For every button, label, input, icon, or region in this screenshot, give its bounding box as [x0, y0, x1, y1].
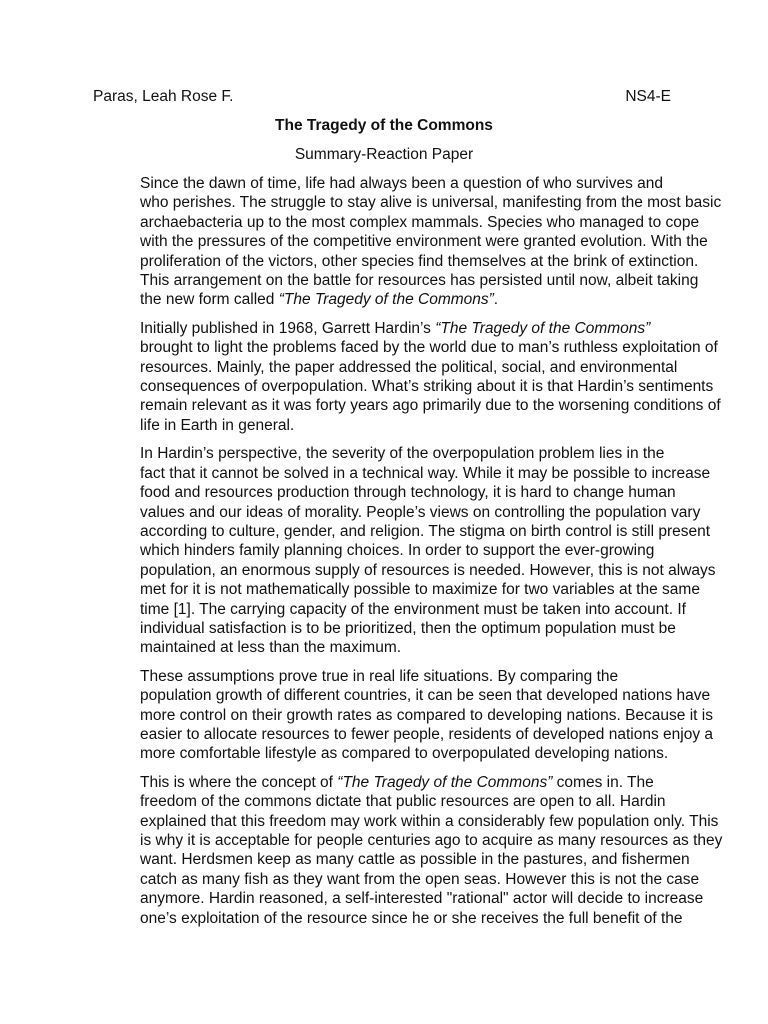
italic-title-reference: “The Tragedy of the Commons” [435, 319, 651, 337]
text-line: which hinders family planning choices. In order to support the ever-growing [140, 542, 655, 560]
text-line: according to culture, gender, and religion. The stigma on birth control is still present [140, 522, 711, 540]
author-name: Paras, Leah Rose F. [93, 88, 234, 105]
text-line: one’s exploitation of the resource since he or she receives the full benefit of the [140, 909, 683, 927]
text-line: This arrangement on the battle for resources has persisted until now, albeit taking [140, 272, 699, 290]
paragraph-1 [93, 174, 722, 310]
document-body [93, 174, 723, 937]
paragraph-5 [93, 773, 723, 928]
text-line: fact that it cannot be solved in a technical way. While it may be possible to increase [140, 464, 711, 482]
text-line [93, 773, 675, 792]
text-line: population growth of different countries, it can be seen that developed nations have [140, 687, 711, 705]
text-line: easier to allocate resources to fewer people, residents of developed nations enjoy a [140, 725, 713, 743]
text-line: life in Earth in general. [140, 416, 295, 434]
document-header [93, 87, 671, 107]
text-line: resources. Mainly, the paper addressed the political, social, and environmental [140, 358, 678, 376]
text-span: This is where the concept of [140, 773, 338, 791]
text-line: more control on their growth rates as compared to developing nations. Because it is [140, 706, 713, 724]
paragraph-2 [93, 319, 721, 435]
text-line: population, an enormous supply of resources is needed. However, this is not always [140, 561, 716, 579]
text-line: anymore. Hardin reasoned, a self-interested "rational" actor will decide to increase [140, 890, 704, 908]
text-line [93, 319, 675, 338]
text-line: more comfortable lifestyle as compared to overpopulated developing nations. [140, 745, 669, 763]
text-line: maintained at less than the maximum. [140, 639, 402, 657]
text-line: Since the dawn of time, life had always been a question of who survives and [140, 175, 664, 192]
paragraph-3 [93, 444, 716, 657]
text-span: the new form called [140, 291, 279, 309]
text-line: food and resources production through technology, it is hard to change human [140, 484, 676, 502]
text-line [93, 290, 675, 309]
text-line: consequences of overpopulation. What’s striking about it is that Hardin’s sentiments [140, 378, 714, 396]
text-line: brought to light the problems faced by the world due to man’s ruthless exploitation of [140, 339, 718, 357]
text-line: with the pressures of the competitive environment were granted evolution. With the [140, 233, 708, 251]
text-line: values and our ideas of morality. People’s views on controlling the population vary [140, 503, 701, 521]
italic-title-reference: “The Tragedy of the Commons” [278, 291, 494, 309]
text-line: proliferation of the victors, other species find themselves at the brink of extinction. [140, 252, 699, 270]
italic-title-reference: “The Tragedy of the Commons” [337, 773, 553, 791]
text-span: comes in. The [552, 773, 654, 791]
text-line: freedom of the commons dictate that public resources are open to all. Hardin [140, 793, 666, 811]
document-title: The Tragedy of the Commons [275, 117, 493, 134]
text-line: who perishes. The struggle to stay alive is universal, manifesting from the most basic [140, 194, 722, 212]
text-line: These assumptions prove true in real life situations. By comparing the [140, 667, 619, 685]
class-section: NS4-E [625, 88, 671, 105]
text-line: met for it is not mathematically possible to maximize for two variables at the same [140, 581, 700, 599]
text-line: want. Herdsmen keep as many cattle as possible in the pastures, and fishermen [140, 851, 690, 869]
text-line: explained that this freedom may work within a considerably few population only. This [140, 812, 719, 830]
text-line: time [1]. The carrying capacity of the environment must be taken into account. If [140, 600, 686, 618]
text-line: individual satisfaction is to be prioritized, then the optimum population must be [140, 619, 676, 637]
text-line: In Hardin’s perspective, the severity of the overpopulation problem lies in the [140, 445, 665, 463]
text-span: . [493, 291, 499, 309]
text-line: remain relevant as it was forty years ago primarily due to the worsening conditions of [140, 397, 721, 415]
paragraph-4 [93, 667, 713, 764]
text-span: Initially published in 1968, Garrett Hardin’s [140, 319, 436, 337]
text-line: is why it is acceptable for people centuries ago to acquire as many resources as they [140, 832, 723, 849]
text-line: archaebacteria up to the most complex mammals. Species who managed to cope [140, 213, 700, 231]
document-subtitle: Summary-Reaction Paper [294, 146, 474, 163]
text-line: catch as many fish as they want from the open seas. However this is not the case [140, 870, 700, 888]
